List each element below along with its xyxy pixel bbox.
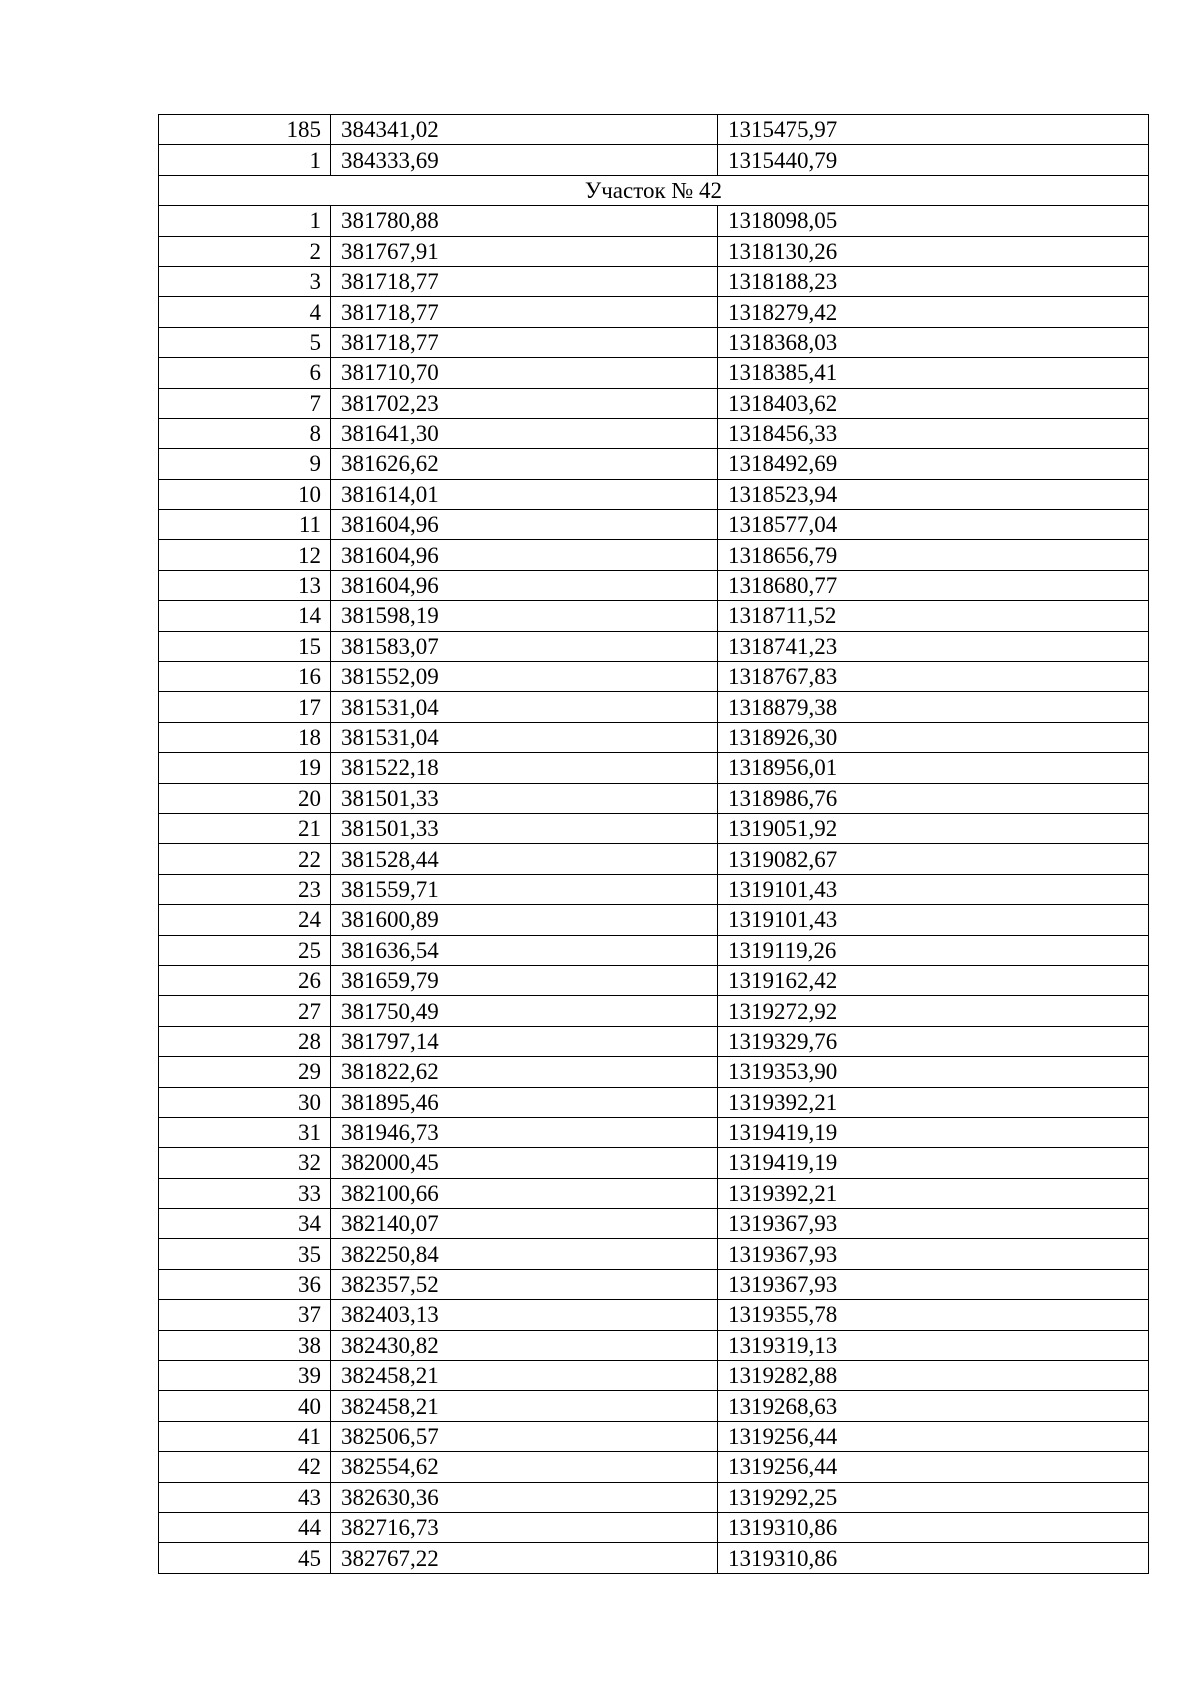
y-coordinate-cell: 1319392,21 xyxy=(718,1178,1149,1208)
y-coordinate-cell: 1318385,41 xyxy=(718,358,1149,388)
point-number-cell: 43 xyxy=(159,1482,331,1512)
table-row xyxy=(159,1148,1149,1178)
table-row xyxy=(159,905,1149,935)
point-number-cell: 42 xyxy=(159,1452,331,1482)
x-coordinate-cell: 382100,66 xyxy=(331,1178,718,1208)
table-row xyxy=(159,1178,1149,1208)
point-number-cell: 31 xyxy=(159,1117,331,1147)
y-coordinate-cell: 1318492,69 xyxy=(718,449,1149,479)
y-coordinate-cell: 1319310,86 xyxy=(718,1512,1149,1542)
y-coordinate-cell: 1318680,77 xyxy=(718,570,1149,600)
y-coordinate-cell: 1319319,13 xyxy=(718,1330,1149,1360)
coordinates-table-body xyxy=(159,115,1149,1574)
x-coordinate-cell: 381528,44 xyxy=(331,844,718,874)
y-coordinate-cell: 1318403,62 xyxy=(718,388,1149,418)
point-number-cell: 9 xyxy=(159,449,331,479)
table-row xyxy=(159,418,1149,448)
y-coordinate-cell: 1319256,44 xyxy=(718,1452,1149,1482)
table-row xyxy=(159,1239,1149,1269)
y-coordinate-cell: 1319162,42 xyxy=(718,965,1149,995)
point-number-cell: 27 xyxy=(159,996,331,1026)
point-number-cell: 17 xyxy=(159,692,331,722)
x-coordinate-cell: 381614,01 xyxy=(331,479,718,509)
point-number-cell: 16 xyxy=(159,662,331,692)
x-coordinate-cell: 381797,14 xyxy=(331,1026,718,1056)
table-row xyxy=(159,206,1149,236)
point-number-cell: 3 xyxy=(159,266,331,296)
point-number-cell: 40 xyxy=(159,1391,331,1421)
x-coordinate-cell: 381552,09 xyxy=(331,662,718,692)
table-row xyxy=(159,1300,1149,1330)
y-coordinate-cell: 1319367,93 xyxy=(718,1239,1149,1269)
table-row xyxy=(159,996,1149,1026)
y-coordinate-cell: 1319310,86 xyxy=(718,1543,1149,1573)
table-row xyxy=(159,297,1149,327)
table-row xyxy=(159,874,1149,904)
x-coordinate-cell: 382430,82 xyxy=(331,1330,718,1360)
y-coordinate-cell: 1319292,25 xyxy=(718,1482,1149,1512)
y-coordinate-cell: 1318711,52 xyxy=(718,601,1149,631)
point-number-cell: 13 xyxy=(159,570,331,600)
point-number-cell: 19 xyxy=(159,753,331,783)
coordinates-table xyxy=(158,114,1149,1574)
point-number-cell: 10 xyxy=(159,479,331,509)
table-row xyxy=(159,236,1149,266)
point-number-cell: 45 xyxy=(159,1543,331,1573)
x-coordinate-cell: 381501,33 xyxy=(331,783,718,813)
point-number-cell: 11 xyxy=(159,510,331,540)
table-row xyxy=(159,813,1149,843)
point-number-cell: 36 xyxy=(159,1269,331,1299)
y-coordinate-cell: 1318188,23 xyxy=(718,266,1149,296)
y-coordinate-cell: 1319367,93 xyxy=(718,1269,1149,1299)
point-number-cell: 12 xyxy=(159,540,331,570)
point-number-cell: 2 xyxy=(159,236,331,266)
x-coordinate-cell: 381604,96 xyxy=(331,510,718,540)
point-number-cell: 21 xyxy=(159,813,331,843)
x-coordinate-cell: 382458,21 xyxy=(331,1361,718,1391)
table-row xyxy=(159,1482,1149,1512)
table-row xyxy=(159,358,1149,388)
point-number-cell: 14 xyxy=(159,601,331,631)
table-row xyxy=(159,783,1149,813)
point-number-cell: 44 xyxy=(159,1512,331,1542)
x-coordinate-cell: 381598,19 xyxy=(331,601,718,631)
point-number-cell: 39 xyxy=(159,1361,331,1391)
x-coordinate-cell: 381767,91 xyxy=(331,236,718,266)
y-coordinate-cell: 1318926,30 xyxy=(718,722,1149,752)
table-row xyxy=(159,266,1149,296)
x-coordinate-cell: 382630,36 xyxy=(331,1482,718,1512)
y-coordinate-cell: 1318098,05 xyxy=(718,206,1149,236)
y-coordinate-cell: 1319353,90 xyxy=(718,1057,1149,1087)
y-coordinate-cell: 1319419,19 xyxy=(718,1148,1149,1178)
x-coordinate-cell: 382357,52 xyxy=(331,1269,718,1299)
point-number-cell: 4 xyxy=(159,297,331,327)
table-row xyxy=(159,692,1149,722)
table-row xyxy=(159,662,1149,692)
point-number-cell: 18 xyxy=(159,722,331,752)
x-coordinate-cell: 381659,79 xyxy=(331,965,718,995)
table-row xyxy=(159,449,1149,479)
x-coordinate-cell: 384341,02 xyxy=(331,115,718,145)
table-row xyxy=(159,753,1149,783)
y-coordinate-cell: 1318879,38 xyxy=(718,692,1149,722)
x-coordinate-cell: 381531,04 xyxy=(331,722,718,752)
table-row xyxy=(159,965,1149,995)
y-coordinate-cell: 1319367,93 xyxy=(718,1209,1149,1239)
y-coordinate-cell: 1318956,01 xyxy=(718,753,1149,783)
x-coordinate-cell: 382458,21 xyxy=(331,1391,718,1421)
point-number-cell: 38 xyxy=(159,1330,331,1360)
y-coordinate-cell: 1318130,26 xyxy=(718,236,1149,266)
table-row xyxy=(159,1269,1149,1299)
y-coordinate-cell: 1318741,23 xyxy=(718,631,1149,661)
table-row xyxy=(159,1209,1149,1239)
point-number-cell: 22 xyxy=(159,844,331,874)
x-coordinate-cell: 381702,23 xyxy=(331,388,718,418)
table-row xyxy=(159,570,1149,600)
point-number-cell: 28 xyxy=(159,1026,331,1056)
table-row xyxy=(159,540,1149,570)
table-row xyxy=(159,844,1149,874)
y-coordinate-cell: 1315440,79 xyxy=(718,145,1149,175)
x-coordinate-cell: 381604,96 xyxy=(331,570,718,600)
table-row xyxy=(159,145,1149,175)
x-coordinate-cell: 382140,07 xyxy=(331,1209,718,1239)
y-coordinate-cell: 1319101,43 xyxy=(718,905,1149,935)
point-number-cell: 37 xyxy=(159,1300,331,1330)
y-coordinate-cell: 1318767,83 xyxy=(718,662,1149,692)
point-number-cell: 32 xyxy=(159,1148,331,1178)
point-number-cell: 33 xyxy=(159,1178,331,1208)
point-number-cell: 1 xyxy=(159,206,331,236)
table-row xyxy=(159,1421,1149,1451)
table-row xyxy=(159,1117,1149,1147)
table-row xyxy=(159,327,1149,357)
x-coordinate-cell: 381822,62 xyxy=(331,1057,718,1087)
y-coordinate-cell: 1318986,76 xyxy=(718,783,1149,813)
x-coordinate-cell: 381780,88 xyxy=(331,206,718,236)
y-coordinate-cell: 1319101,43 xyxy=(718,874,1149,904)
x-coordinate-cell: 381718,77 xyxy=(331,327,718,357)
section-title: Участок № 42 xyxy=(159,175,1149,205)
x-coordinate-cell: 382506,57 xyxy=(331,1421,718,1451)
x-coordinate-cell: 382403,13 xyxy=(331,1300,718,1330)
y-coordinate-cell: 1319355,78 xyxy=(718,1300,1149,1330)
point-number-cell: 15 xyxy=(159,631,331,661)
point-number-cell: 41 xyxy=(159,1421,331,1451)
y-coordinate-cell: 1319268,63 xyxy=(718,1391,1149,1421)
y-coordinate-cell: 1319082,67 xyxy=(718,844,1149,874)
x-coordinate-cell: 381522,18 xyxy=(331,753,718,783)
point-number-cell: 6 xyxy=(159,358,331,388)
y-coordinate-cell: 1318456,33 xyxy=(718,418,1149,448)
x-coordinate-cell: 381600,89 xyxy=(331,905,718,935)
x-coordinate-cell: 381946,73 xyxy=(331,1117,718,1147)
x-coordinate-cell: 381636,54 xyxy=(331,935,718,965)
x-coordinate-cell: 381710,70 xyxy=(331,358,718,388)
table-row xyxy=(159,1452,1149,1482)
x-coordinate-cell: 381718,77 xyxy=(331,297,718,327)
section-header-row xyxy=(159,175,1149,205)
point-number-cell: 24 xyxy=(159,905,331,935)
x-coordinate-cell: 382554,62 xyxy=(331,1452,718,1482)
x-coordinate-cell: 381604,96 xyxy=(331,540,718,570)
y-coordinate-cell: 1318656,79 xyxy=(718,540,1149,570)
y-coordinate-cell: 1319051,92 xyxy=(718,813,1149,843)
table-row xyxy=(159,1026,1149,1056)
y-coordinate-cell: 1319282,88 xyxy=(718,1361,1149,1391)
point-number-cell: 7 xyxy=(159,388,331,418)
y-coordinate-cell: 1319329,76 xyxy=(718,1026,1149,1056)
x-coordinate-cell: 382250,84 xyxy=(331,1239,718,1269)
point-number-cell: 20 xyxy=(159,783,331,813)
x-coordinate-cell: 384333,69 xyxy=(331,145,718,175)
y-coordinate-cell: 1318279,42 xyxy=(718,297,1149,327)
x-coordinate-cell: 381583,07 xyxy=(331,631,718,661)
table-row xyxy=(159,115,1149,145)
x-coordinate-cell: 382767,22 xyxy=(331,1543,718,1573)
y-coordinate-cell: 1315475,97 xyxy=(718,115,1149,145)
table-row xyxy=(159,1087,1149,1117)
table-row xyxy=(159,1391,1149,1421)
x-coordinate-cell: 381531,04 xyxy=(331,692,718,722)
point-number-cell: 5 xyxy=(159,327,331,357)
table-row xyxy=(159,1361,1149,1391)
x-coordinate-cell: 381895,46 xyxy=(331,1087,718,1117)
x-coordinate-cell: 381626,62 xyxy=(331,449,718,479)
table-row xyxy=(159,1057,1149,1087)
y-coordinate-cell: 1318523,94 xyxy=(718,479,1149,509)
point-number-cell: 185 xyxy=(159,115,331,145)
x-coordinate-cell: 381501,33 xyxy=(331,813,718,843)
point-number-cell: 23 xyxy=(159,874,331,904)
table-row xyxy=(159,1543,1149,1573)
table-row xyxy=(159,631,1149,661)
y-coordinate-cell: 1319272,92 xyxy=(718,996,1149,1026)
x-coordinate-cell: 381559,71 xyxy=(331,874,718,904)
point-number-cell: 25 xyxy=(159,935,331,965)
x-coordinate-cell: 381718,77 xyxy=(331,266,718,296)
y-coordinate-cell: 1319392,21 xyxy=(718,1087,1149,1117)
point-number-cell: 35 xyxy=(159,1239,331,1269)
y-coordinate-cell: 1319419,19 xyxy=(718,1117,1149,1147)
x-coordinate-cell: 381641,30 xyxy=(331,418,718,448)
point-number-cell: 34 xyxy=(159,1209,331,1239)
y-coordinate-cell: 1318368,03 xyxy=(718,327,1149,357)
point-number-cell: 26 xyxy=(159,965,331,995)
y-coordinate-cell: 1318577,04 xyxy=(718,510,1149,540)
table-row xyxy=(159,1512,1149,1542)
y-coordinate-cell: 1319256,44 xyxy=(718,1421,1149,1451)
y-coordinate-cell: 1319119,26 xyxy=(718,935,1149,965)
point-number-cell: 1 xyxy=(159,145,331,175)
x-coordinate-cell: 382716,73 xyxy=(331,1512,718,1542)
table-row xyxy=(159,1330,1149,1360)
table-row xyxy=(159,388,1149,418)
x-coordinate-cell: 382000,45 xyxy=(331,1148,718,1178)
table-row xyxy=(159,479,1149,509)
table-row xyxy=(159,601,1149,631)
x-coordinate-cell: 381750,49 xyxy=(331,996,718,1026)
point-number-cell: 30 xyxy=(159,1087,331,1117)
point-number-cell: 8 xyxy=(159,418,331,448)
point-number-cell: 29 xyxy=(159,1057,331,1087)
table-row xyxy=(159,510,1149,540)
table-row xyxy=(159,935,1149,965)
table-row xyxy=(159,722,1149,752)
